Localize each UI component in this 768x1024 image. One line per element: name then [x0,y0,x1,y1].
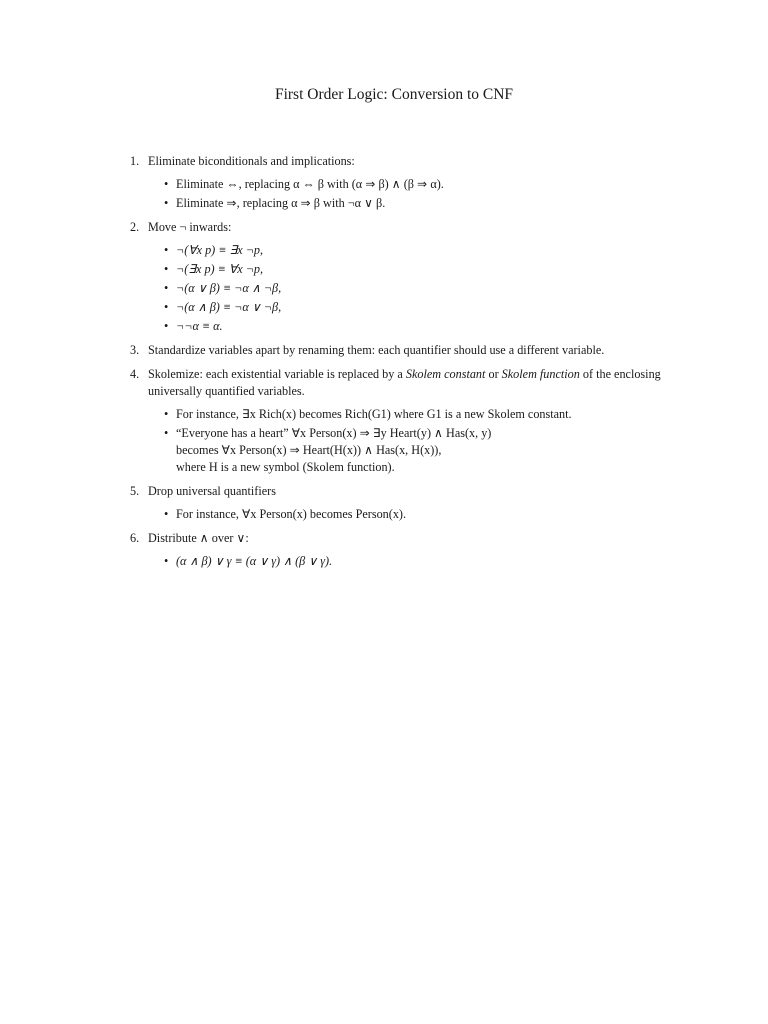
item-text: ¬(∃x p) ≡ ∀x ¬p, [176,262,264,276]
bullet-icon: • [164,243,169,257]
skolem-constant-term: Skolem constant [405,367,486,381]
item-text-line: where H is a new symbol (Skolem function). [176,460,395,474]
document-title: First Order Logic: Conversion to CNF [274,86,514,103]
bullet-icon: • [164,319,169,333]
step-number: 5. [130,484,140,498]
list-item [148,195,686,212]
list-item [148,299,686,316]
item-text: Eliminate ⇒, replacing α ⇒ β with ¬α ∨ β. [176,196,386,210]
list-item [148,261,686,278]
bullet-icon: • [164,300,169,314]
list-item [148,176,686,193]
item-text-line: becomes ∀x Person(x) ⇒ Heart(H(x)) ∧ Has(x, H(x)), [176,443,442,457]
bullet-icon: • [164,262,169,276]
step-3 [126,342,686,359]
list-item [148,553,686,570]
bullet-icon: • [164,554,169,568]
step-text-part: of the enclosing universally quantified variables. [148,367,661,398]
bullet-icon: • [164,196,169,210]
step-1 [126,153,686,212]
step-5-sublist [148,506,686,523]
step-number: 6. [130,531,140,545]
item-text: (α ∧ β) ∨ γ ≡ (α ∨ γ) ∧ (β ∨ γ). [176,554,333,568]
list-item [148,425,686,476]
step-4 [126,366,686,476]
list-item [148,242,686,259]
conversion-steps-list [126,153,686,570]
bullet-icon: • [164,407,169,421]
step-1-sublist [148,176,686,212]
item-text: For instance, ∀x Person(x) becomes Person(x). [176,507,407,521]
step-text: Drop universal quantifiers [148,484,276,498]
list-item [148,318,686,335]
item-text: ¬(α ∨ β) ≡ ¬α ∧ ¬β, [176,281,282,295]
step-number: 1. [130,154,140,168]
step-text [148,367,661,398]
step-2 [126,219,686,335]
step-text: Standardize variables apart by renaming them: each quantifier should use a different variable. [148,343,605,357]
bullet-icon: • [164,507,169,521]
step-4-sublist [148,406,686,476]
step-5 [126,483,686,523]
step-text-part: or [485,367,502,381]
step-text: Move ¬ inwards: [148,220,232,234]
step-6-sublist [148,553,686,570]
skolem-function-term: Skolem function [501,367,580,381]
list-item [148,406,686,423]
item-text: ¬(α ∧ β) ≡ ¬α ∨ ¬β, [176,300,282,314]
step-number: 3. [130,343,140,357]
list-item [148,506,686,523]
step-text: Distribute ∧ over ∨: [148,531,249,545]
step-text: Eliminate biconditionals and implications: [148,154,355,168]
list-item [148,280,686,297]
item-text: For instance, ∃x Rich(x) becomes Rich(G1) where G1 is a new Skolem constant. [176,407,572,421]
bullet-icon: • [164,177,169,191]
item-text-line: “Everyone has a heart” ∀x Person(x) ⇒ ∃y Heart(y) ∧ Has(x, y) [176,426,492,440]
step-number: 4. [130,367,140,381]
item-text: ¬¬α ≡ α. [176,319,223,333]
step-6 [126,530,686,570]
step-2-sublist [148,242,686,335]
step-number: 2. [130,220,140,234]
step-text-part: Skolemize: each existential variable is replaced by a [148,367,406,381]
document-body [126,153,686,577]
bullet-icon: • [164,281,169,295]
item-text: ¬(∀x p) ≡ ∃x ¬p, [176,243,264,257]
item-text: Eliminate ⇔, replacing α ⇔ β with (α ⇒ β) ∧ (β ⇒ α). [176,177,444,191]
bullet-icon: • [164,426,169,440]
